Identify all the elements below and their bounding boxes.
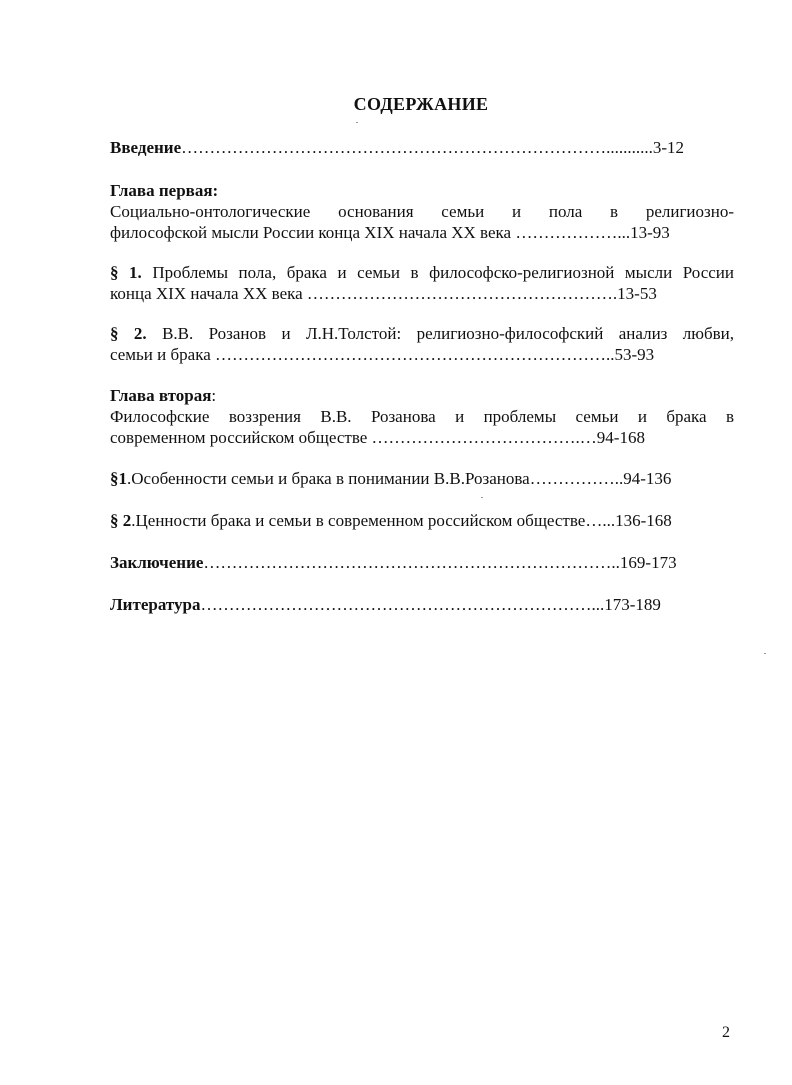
section-number: §1 bbox=[110, 469, 127, 488]
dot-leader: ……………………………………………………………... bbox=[200, 595, 605, 614]
section-number: § 2 bbox=[110, 511, 132, 530]
scan-speck bbox=[764, 653, 766, 654]
section-number: § 2. bbox=[110, 324, 147, 343]
section-title-line bbox=[110, 323, 734, 344]
section-title-line: семьи и брака ……………………………………………………………..53-93 bbox=[110, 345, 655, 364]
section-title-line bbox=[110, 262, 734, 283]
chapter-title-line: современном российском обществе ……………………………….…94-168 bbox=[110, 428, 645, 447]
toc-entry-pages: 3-12 bbox=[652, 138, 685, 157]
chapter-title-line: Философские воззрения В.В. Розанова и проблемы семьи и брака в bbox=[110, 407, 734, 426]
toc-section-1-1 bbox=[110, 262, 734, 304]
scan-speck bbox=[356, 122, 358, 123]
toc-section-1-2 bbox=[110, 323, 734, 365]
toc-chapter-two bbox=[110, 385, 734, 448]
chapter-heading-line bbox=[110, 385, 734, 406]
dot-leader: ……………………………………………………………….. bbox=[203, 553, 620, 572]
toc-entry-label: Заключение bbox=[110, 553, 204, 572]
toc-entry-conclusion bbox=[110, 552, 734, 573]
section-title-text: .Ценности брака и семьи в современном российском обществе…...136-168 bbox=[131, 511, 672, 530]
toc-entry-label: Введение bbox=[110, 138, 182, 157]
toc-entry-pages: 173-189 bbox=[604, 595, 661, 614]
toc-section-2-2 bbox=[110, 510, 734, 531]
page-number: 2 bbox=[722, 1024, 730, 1041]
toc-entry-label: Литература bbox=[110, 595, 201, 614]
toc-entry-pages: 169-173 bbox=[619, 553, 677, 572]
chapter-heading: Глава вторая bbox=[110, 386, 212, 405]
chapter-title-line: Социально-онтологические основания семьи и пола в религиозно- bbox=[110, 202, 734, 221]
chapter-heading: Глава первая: bbox=[110, 181, 219, 200]
toc-entry-introduction bbox=[110, 137, 734, 158]
scan-speck bbox=[481, 497, 483, 498]
chapter-heading-colon: : bbox=[211, 386, 217, 405]
section-title-line: конца XIX начала XX века ……………………………………………….13-53 bbox=[110, 284, 657, 303]
chapter-title-line: философской мысли России конца XIX начала XX века ………………...13-93 bbox=[110, 223, 670, 242]
toc-section-2-1 bbox=[110, 468, 734, 489]
section-title-text: .Особенности семьи и брака в понимании В.В.Розанова……………..94-136 bbox=[127, 469, 672, 488]
dot-leader: …………………………………………………………………........... bbox=[181, 138, 653, 157]
section-number: § 1. bbox=[110, 263, 142, 282]
section-title-text: В.В. Розанов и Л.Н.Толстой: религиозно-философский анализ любви, bbox=[162, 324, 735, 343]
toc-chapter-one bbox=[110, 180, 734, 243]
section-title-text: Проблемы пола, брака и семьи в философско-религиозной мысли России bbox=[152, 263, 734, 282]
page-title: СОДЕРЖАНИЕ bbox=[353, 94, 489, 114]
toc-entry-literature bbox=[110, 594, 734, 615]
